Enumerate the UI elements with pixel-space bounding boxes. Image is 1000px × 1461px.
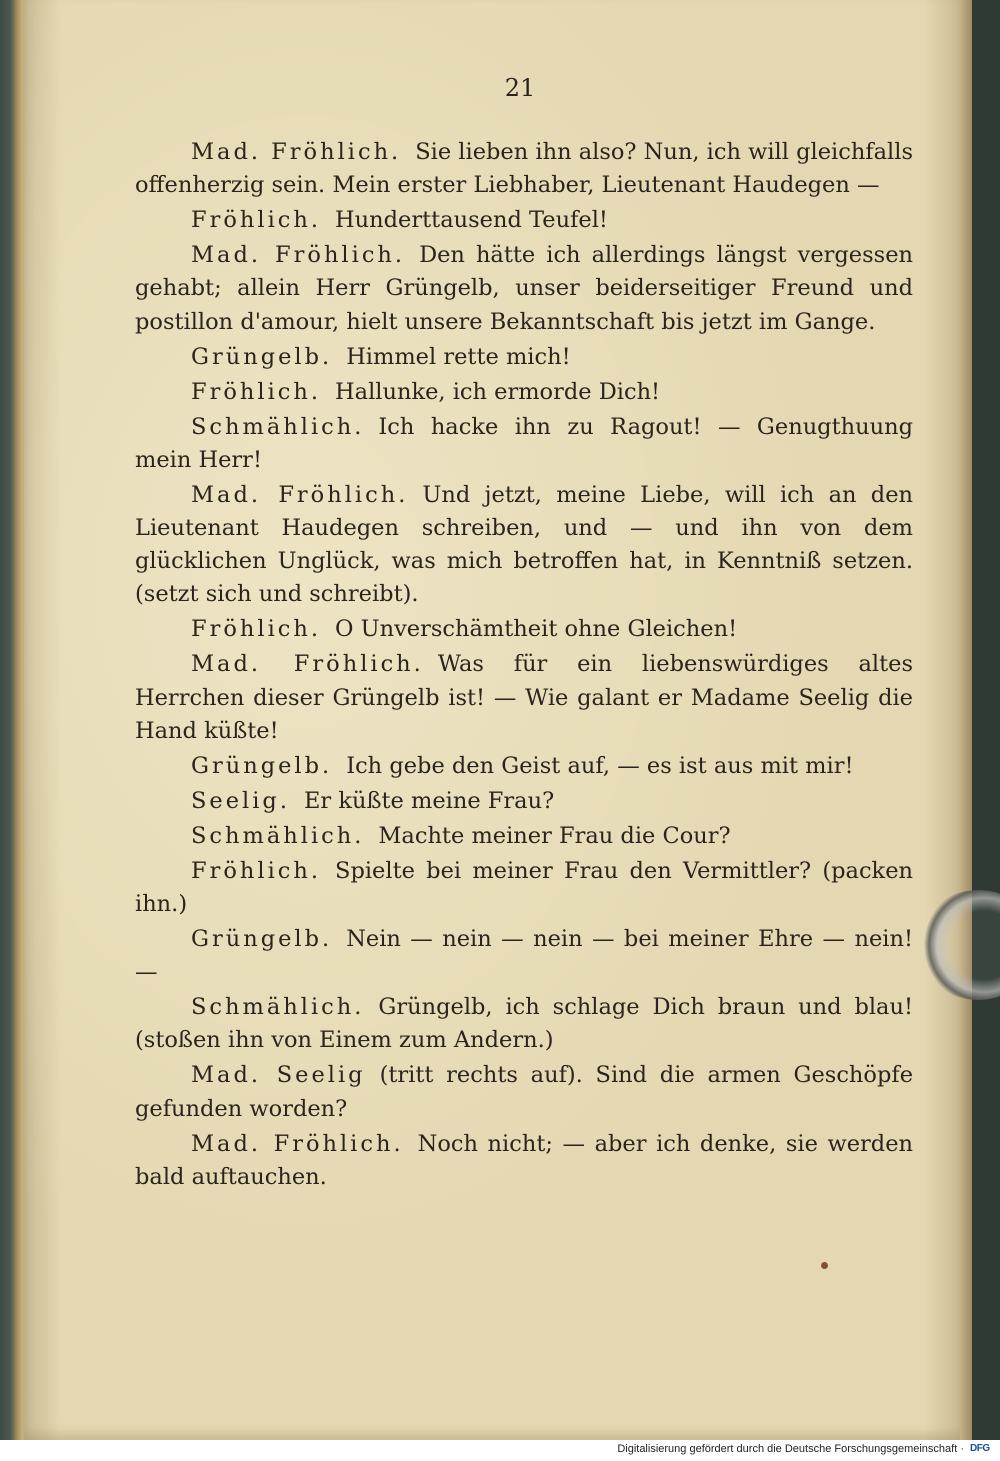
spoken-text: Den hätte ich allerdings längst vergessen gehabt; allein Herr Grüngelb, unser beiderseitiger Freund und postillon d'amour, hielt unsere Bekanntschaft bis jetzt im Gange.	[135, 242, 914, 335]
dialogue-line	[135, 820, 913, 853]
spoken-text: Machte meiner Frau die Cour?	[378, 822, 731, 849]
spoken-text: Hallunke, ich ermorde Dich!	[335, 378, 661, 405]
speaker-name: Fröhlich.	[191, 207, 322, 234]
spoken-text: Und jetzt, meine Liebe, will ich an den Lieutenant Haudegen schreiben, und — und ihn von dem glücklichen Unglück, was mich betroffen hat, in Kenntniß setzen. (setzt sich und schreibt).	[135, 481, 913, 608]
dialogue-line	[135, 204, 913, 237]
dialogue-text	[135, 136, 913, 1196]
ink-spot	[821, 1262, 828, 1269]
dialogue-line	[135, 411, 913, 477]
spoken-text: Nein — nein — nein — bei meiner Ehre — nein! —	[135, 926, 913, 986]
speaker-name: Schmählich.	[191, 413, 365, 440]
spoken-text: Hunderttausend Teufel!	[335, 207, 608, 234]
spoken-text: Ich hacke ihn zu Ragout! — Genugthuung mein Herr!	[135, 413, 913, 473]
speaker-name: Grüngelb.	[191, 343, 333, 370]
speaker-name: Mad. Fröhlich.	[191, 651, 424, 678]
dialogue-line	[135, 613, 913, 646]
page-right-edge	[960, 0, 972, 1440]
dialogue-line	[135, 239, 913, 339]
spoken-text: Was für ein liebenswürdiges altes Herrchen dieser Grüngelb ist! — Wie galant er Madame Seelig die Hand küßte!	[135, 651, 913, 744]
speaker-name: Grüngelb.	[191, 926, 333, 953]
spoken-text: Grüngelb, ich schlage Dich braun und blau! (stoßen ihn von Einem zum Andern.)	[135, 994, 913, 1054]
dialogue-line	[135, 1128, 913, 1194]
speaker-name: Grüngelb.	[191, 752, 333, 779]
spoken-text: Er küßte meine Frau?	[304, 787, 555, 814]
dfg-logo: DFG	[970, 1443, 990, 1454]
speaker-name: Fröhlich.	[191, 616, 322, 643]
speaker-name: Seelig.	[191, 787, 290, 814]
page-number: 21	[504, 74, 536, 102]
dialogue-line	[135, 750, 913, 783]
dialogue-line	[135, 923, 913, 989]
speaker-name: Fröhlich.	[191, 378, 322, 405]
dialogue-line	[135, 136, 913, 202]
dialogue-line	[135, 376, 913, 409]
dialogue-line	[135, 479, 913, 612]
speaker-name: Schmählich.	[191, 994, 365, 1021]
dialogue-line	[135, 785, 913, 818]
speaker-name: Mad. Fröhlich.	[191, 481, 409, 508]
dialogue-line	[135, 991, 913, 1057]
speaker-name: Fröhlich.	[191, 857, 322, 884]
dialogue-line	[135, 341, 913, 374]
spoken-text: O Unverschämtheit ohne Gleichen!	[335, 616, 738, 643]
speaker-name: Mad. Seelig	[191, 1062, 366, 1089]
speaker-name: Schmählich.	[191, 822, 365, 849]
speaker-name: Mad. Fröhlich.	[191, 1130, 404, 1157]
spoken-text: Himmel rette mich!	[346, 343, 571, 370]
spoken-text: Noch nicht; — aber ich denke, sie werden bald auftauchen.	[135, 1130, 913, 1190]
dialogue-line	[135, 1059, 913, 1125]
spoken-text: Spielte bei meiner Frau den Vermittler? (packen ihn.)	[135, 857, 913, 918]
digitization-credit: Digitalisierung gefördert durch die Deutsche Forschungsgemeinschaft ·	[617, 1443, 964, 1455]
spoken-text: Sie lieben ihn also? Nun, ich will gleichfalls offenherzig sein. Mein erster Liebhaber, Lieutenant Haudegen —	[135, 139, 913, 199]
dialogue-line	[135, 648, 913, 748]
speaker-name: Mad. Fröhlich.	[191, 139, 402, 165]
spoken-text: (tritt rechts auf). Sind die armen Geschöpfe gefunden worden?	[135, 1062, 914, 1122]
dialogue-line	[135, 855, 913, 921]
speaker-name: Mad. Fröhlich.	[191, 242, 406, 269]
spoken-text: Ich gebe den Geist auf, — es ist aus mit mir!	[346, 752, 854, 779]
